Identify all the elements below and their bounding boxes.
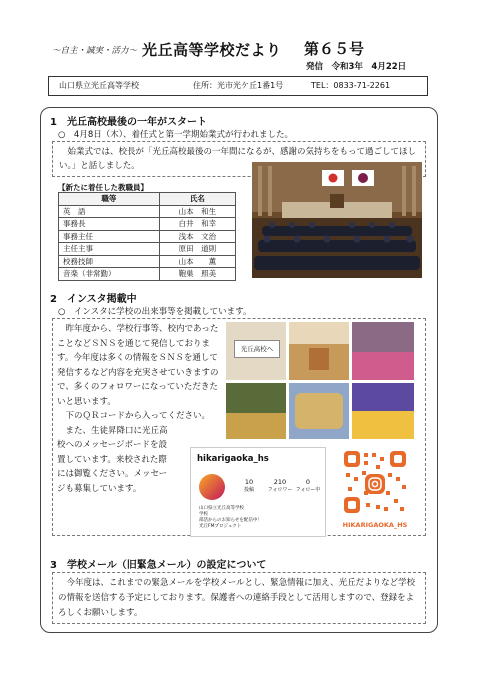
staff-position: 音楽（非常勤） [59,268,160,281]
gym-photo [226,383,286,439]
insta-following-count: 0 [305,478,311,486]
insta-posts-count: 10 [244,478,254,486]
school-name: 山口県立光丘高等学校 [59,81,139,90]
school-address: 住所：光市光ケ丘1番1号 [193,81,284,90]
staff-position: 主任主事 [59,243,160,256]
ceremony-photo [252,162,422,278]
section1-body: 始業式では、校長が「光丘高校最後の一年間になるが、感謝の気持ちをもって過ごしてほしい。」と話しました。 [52,141,426,177]
staff-position: 校務技師 [59,255,160,268]
section3-body: 今年度は、これまでの緊急メールを学校メールとし、緊急情報に加え、光丘だよりなど学校の情報を送信する予定にしております。保護者への連絡手段として活用しますので、登録をよろしくお願いします。 [58,578,416,618]
staff-name: 鞄巣 照美 [159,268,235,281]
staff-table [58,192,236,281]
message-board-sign: 光丘高校へ [234,340,280,358]
table-row [59,243,236,256]
insta-handle: hikarigaoka_hs [197,454,269,464]
school-tel: TEL：0833-71-2261 [311,81,391,90]
staff-name: 浅本 文治 [159,230,235,243]
publish-date: 発信 令和3年 4月22日 [306,62,407,72]
section2-heading: 2 インスタ掲載中 [50,294,137,305]
insta-followers-label: フォロワー [267,487,293,493]
staff-name: 山本 薫 [159,255,235,268]
issue-number: 第６５号 [304,40,365,58]
insta-following-label: フォロー中 [295,487,321,493]
insta-followers-count: 210 [273,478,287,486]
section2-paragraph: また、生徒昇降口に光丘高校へのメッセージボードを設置しています。来校された際には御覧ください。メッセージも募集しています。 [57,425,168,494]
qr-code-icon [336,447,414,521]
hallway-photo [289,322,349,380]
staff-position: 英 語 [59,205,160,218]
section2-paragraph: 昨年度から、学校行事等、校内であったことなどＳＮＳを通じて発信しております。今年度は多くの情報をＳＮＳを通して発信するなど内容を充実させていきますので、多くのフォロワーになっていただきたいと思います。 [57,324,219,407]
avatar [199,474,225,500]
table-row [59,205,236,218]
insta-bio-line: 学校 [199,512,208,517]
insta-bio-line: 光丘FMプロジェクト [199,524,242,529]
staff-position: 事務主任 [59,230,160,243]
section2-paragraph: 下のＱＲコードから入ってください。 [65,411,211,421]
mural-photo [289,383,349,439]
insta-bio-line: 部活からのお知らせを配信中！ [199,518,262,523]
staff-position: 事務長 [59,218,160,231]
staff-col-name: 氏名 [159,193,235,206]
section1-bullet: ○ 4月8日（木）、着任式と第一学期始業式が行われました。 [58,130,293,140]
table-row [59,218,236,231]
staff-name: 白井 和幸 [159,218,235,231]
instagram-qr-code[interactable] [336,447,414,535]
flowers-photo [352,322,414,380]
address-box [48,76,428,96]
newsletter-title: 光丘高等学校だより [142,41,282,59]
table-row [59,255,236,268]
table-row [59,230,236,243]
section3-heading: 3 学校メール（旧緊急メール）の設定について [50,560,267,571]
staff-table-title: 【新たに着任した教職員】 [58,183,148,192]
staff-col-position: 職等 [59,193,160,206]
staff-name: 原田 道則 [159,243,235,256]
flowerbed-photo [352,383,414,439]
insta-bio [199,506,262,530]
insta-posts-label: 投稿 [243,487,254,493]
qr-label: HIKARIGAOKA_HS [342,521,408,529]
section2-bullet: ○ インスタに学校の出来事等を掲載しています。 [58,307,252,317]
motto: ～自主・誠実・活力～ [52,46,138,56]
insta-bio-line: 山口県立光丘高等学校 [199,506,244,511]
message-board-photo [226,322,286,380]
instagram-profile-card[interactable] [190,447,326,537]
table-row [59,268,236,281]
section1-heading: 1 光丘高校最後の一年がスタート [50,117,207,128]
staff-name: 山本 和生 [159,205,235,218]
